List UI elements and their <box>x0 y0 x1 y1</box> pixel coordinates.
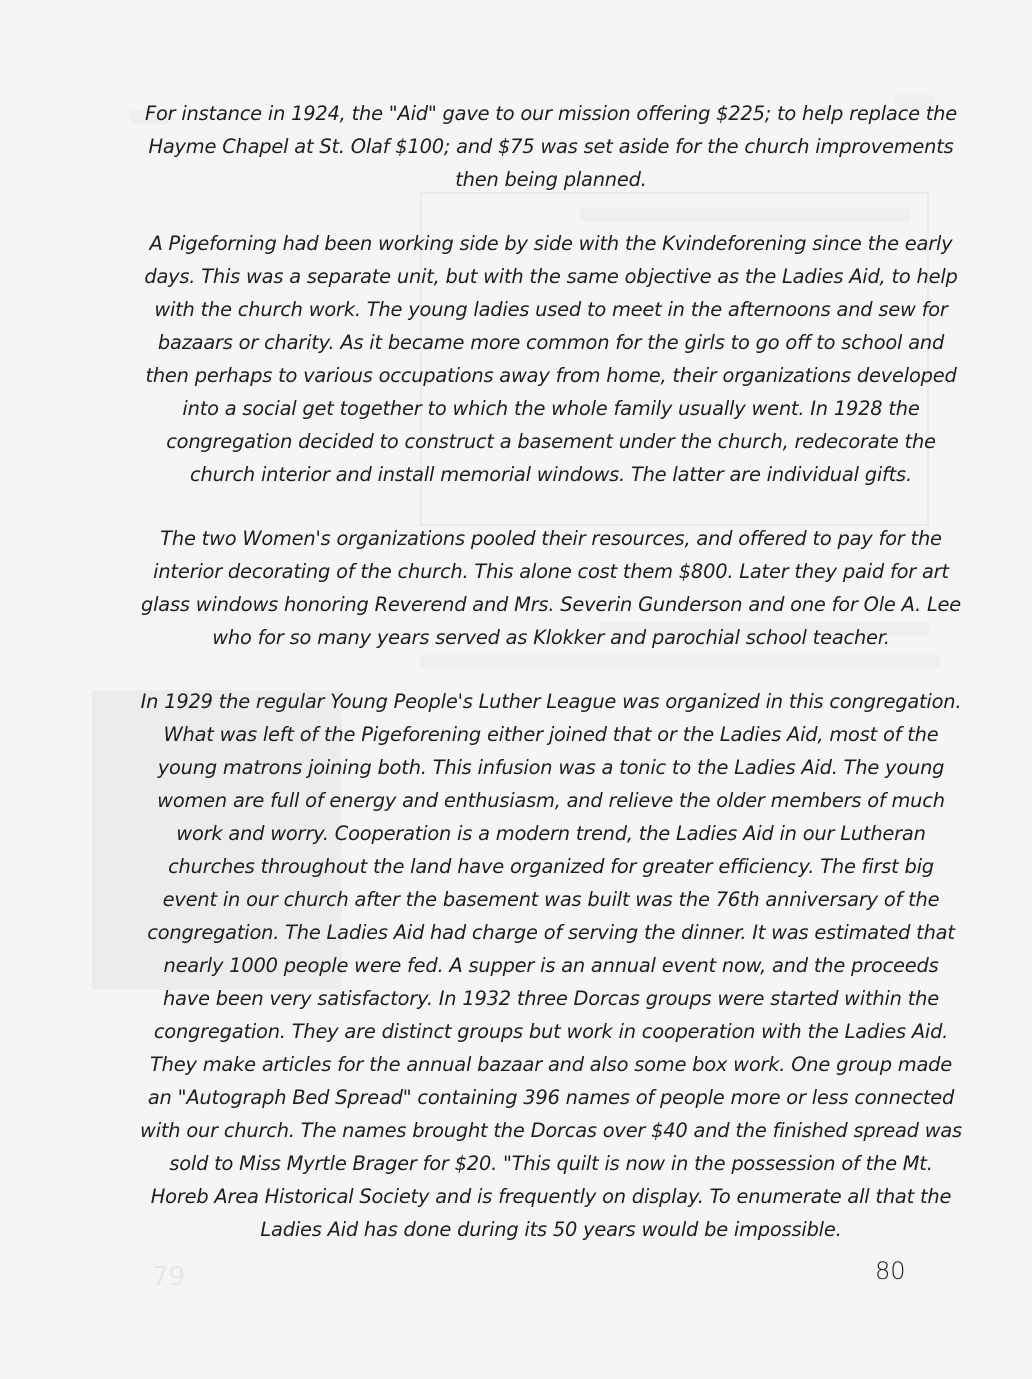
page-number: 80 <box>875 1257 906 1285</box>
body-text <box>140 97 962 1277</box>
paragraph-1924-offering: For instance in 1924, the "Aid" gave to our mission offering $225; to help replace the Hayme Chapel at St. Olaf $100; and $75 was set aside for the church improvements then being planned. <box>145 102 957 191</box>
paragraph-pigeforning: A Pigeforning had been working side by side with the Kvindeforening since the early days. This was a separate unit, but with the same objective as the Ladies Aid, to help with the church work. The young ladies used to meet in the afternoons and sew for bazaars or charity. As it became more common for the girls to go off to school and then perhaps to various occupations away from home, their organizations developed into a social get together to which the whole family usually went. In 1928 the congregation decided to construct a basement under the church, redecorate the church interior and install memorial windows. The latter are individual gifts. <box>144 232 958 486</box>
paragraph-luther-league: In 1929 the regular Young People's Luther League was organized in this congregation. What was left of the Pigeforening either joined that or the Ladies Aid, most of the young matrons joining both. This infusion was a tonic to the Ladies Aid. The young women are full of energy and enthusiasm, and relieve the older members of much work and worry. Cooperation is a modern trend, the Ladies Aid in our Lutheran churches throughout the land have organized for greater efficiency. The first big event in our church after the basement was built was the 76th anniversary of the congregation. The Ladies Aid had charge of serving the dinner. It was estimated that nearly 1000 people were fed. A supper is an annual event now, and the proceeds have been very satisfactory. In 1932 three Dorcas groups were started within the congregation. They are distinct groups but work in cooperation with the Ladies Aid. They make articles for the annual bazaar and also some box work. One group made an "Autograph Bed Spread" containing 396 names of people more or less connected with our church. The names brought the Dorcas over $40 and the finished spread was sold to Miss Myrtle Brager for $20. "This quilt is now in the possession of the Mt. Horeb Area Historical Society and is frequently on display. To enumerate all that the Ladies Aid has done during its 50 years would be impossible. <box>140 690 962 1241</box>
paragraph-womens-organizations: The two Women's organizations pooled their resources, and offered to pay for the interior decorating of the church. This alone cost them $800. Later they paid for art glass windows honoring Reverend and Mrs. Severin Gunderson and one for Ole A. Lee who for so many years served as Klokker and parochial school teacher. <box>140 527 962 649</box>
bleed-through-page-number: 79 <box>152 1262 186 1292</box>
